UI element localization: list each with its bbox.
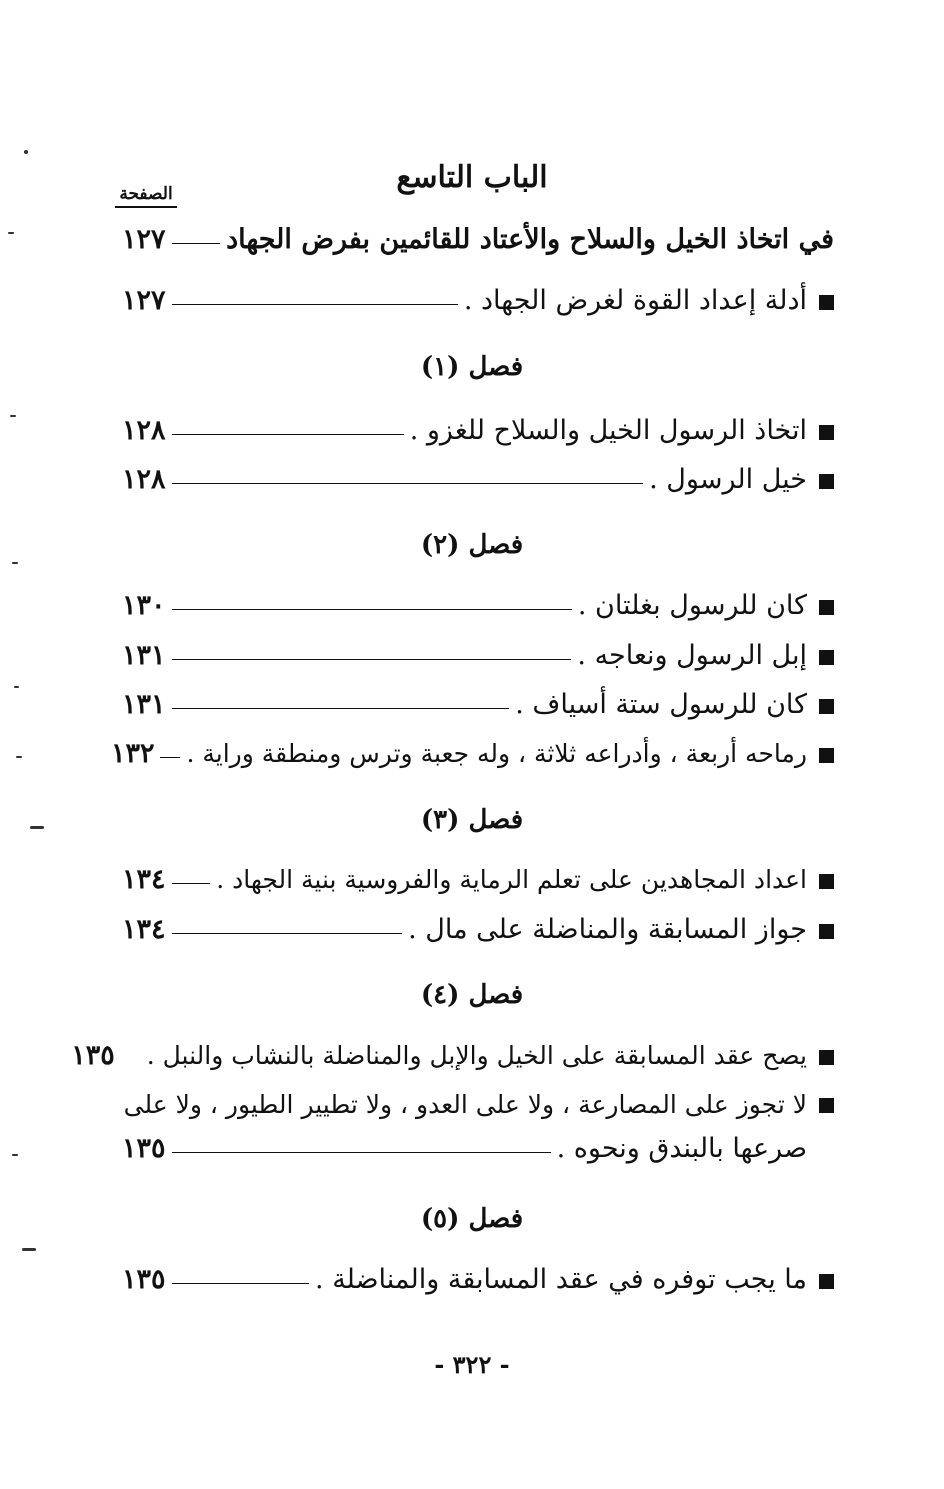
page-number-ref: ١٣١ [122, 640, 166, 671]
toc-entry-multiline[interactable] [122, 1090, 834, 1164]
page-number-ref: ١٢٨ [122, 415, 166, 446]
page-column-label: الصفحة [115, 184, 177, 208]
section-title: فصل (١) [420, 352, 524, 382]
page-number-ref: ١٣٥ [122, 1133, 166, 1164]
toc-entry-text: اعداد المجاهدين على تعلم الرماية والفروسية بنية الجهاد . [216, 865, 807, 894]
toc-entry-text: ما يجب توفره في عقد المسابقة والمناضلة . [315, 1264, 807, 1295]
chapter-title: الباب التاسع [396, 160, 548, 195]
page-number-ref: ١٣٠ [122, 590, 166, 621]
square-bullet-icon [819, 699, 834, 714]
toc-entry[interactable] [122, 1264, 834, 1295]
dot-leader [121, 1059, 141, 1060]
square-bullet-icon [819, 425, 834, 440]
section-title: فصل (٥) [420, 1204, 524, 1234]
chapter-heading-row[interactable] [122, 224, 834, 255]
chapter-heading: في اتخاذ الخيل والسلاح والأعتاد للقائمين بفرض الجهاد [226, 224, 834, 255]
scan-speck [8, 232, 14, 234]
dot-leader [172, 483, 644, 484]
dot-leader [172, 708, 510, 709]
scan-speck [22, 1248, 36, 1251]
square-bullet-icon [819, 474, 834, 489]
toc-entry[interactable] [71, 1040, 834, 1071]
dot-leader [172, 883, 211, 884]
dot-leader [172, 434, 404, 435]
toc-entry-text: خيل الرسول . [649, 464, 807, 495]
page-number-ref: ١٣٤ [122, 914, 166, 945]
square-bullet-icon [819, 1050, 834, 1065]
footer-page-number: - ٣٢٢ - [434, 1350, 510, 1379]
section-title: فصل (٣) [420, 805, 524, 835]
toc-entry[interactable] [122, 914, 834, 945]
toc-entry[interactable] [122, 640, 834, 671]
dot-leader [172, 243, 221, 244]
scan-speck [12, 1154, 18, 1156]
page-number-ref: ١٢٧ [122, 224, 166, 255]
dot-leader [172, 933, 403, 934]
dot-leader [172, 1152, 551, 1153]
toc-entry[interactable] [122, 464, 834, 495]
toc-entry-text: رماحه أربعة ، وأدراعه ثلاثة ، وله جعبة وترس ومنطقة وراية . [186, 739, 807, 768]
toc-entry-text: كان للرسول بغلتان . [577, 590, 807, 621]
page-number-ref: ١٣٢ [110, 738, 155, 769]
toc-entry-text: أدلة إعداد القوة لغرض الجهاد . [463, 285, 807, 316]
page-number-ref: ١٣٥ [71, 1040, 115, 1071]
toc-entry[interactable] [122, 285, 834, 316]
toc-entry-text: كان للرسول ستة أسياف . [515, 689, 807, 720]
scan-speck [24, 150, 28, 154]
page-number-ref: ١٣٤ [122, 864, 166, 895]
section-title: فصل (٢) [420, 530, 524, 560]
dot-leader [172, 609, 572, 610]
dot-leader [172, 304, 458, 305]
toc-entry-text: يصح عقد المسابقة على الخيل والإبل والمناضلة بالنشاب والنبل . [146, 1041, 807, 1070]
toc-entry-text: إبل الرسول ونعاجه . [577, 640, 807, 671]
page-number-ref: ١٢٨ [122, 464, 166, 495]
toc-entry[interactable] [122, 864, 834, 895]
toc-entry-text: جواز المسابقة والمناضلة على مال . [408, 914, 807, 945]
dot-leader [160, 757, 180, 758]
scan-speck [12, 562, 18, 564]
square-bullet-icon [819, 874, 834, 889]
square-bullet-icon [819, 650, 834, 665]
scan-speck [14, 686, 19, 688]
square-bullet-icon [819, 1274, 834, 1289]
toc-entry[interactable] [110, 738, 834, 769]
square-bullet-icon [819, 924, 834, 939]
square-bullet-icon [819, 748, 834, 763]
square-bullet-icon [819, 295, 834, 310]
square-bullet-icon [819, 600, 834, 615]
square-bullet-icon [819, 1098, 834, 1113]
page-number-ref: ١٣٥ [122, 1264, 166, 1295]
toc-entry-text: اتخاذ الرسول الخيل والسلاح للغزو . [409, 415, 807, 446]
scan-speck [10, 415, 16, 417]
dot-leader [172, 659, 572, 660]
section-title: فصل (٤) [420, 980, 524, 1010]
toc-entry-text-line1: لا تجوز على المصارعة ، ولا على العدو ، ولا تطيير الطيور ، ولا على [123, 1090, 807, 1119]
page-number-ref: ١٢٧ [122, 285, 166, 316]
toc-entry[interactable] [122, 590, 834, 621]
toc-entry[interactable] [122, 415, 834, 446]
toc-entry[interactable] [122, 689, 834, 720]
toc-entry-text-line2: صرعها بالبندق ونحوه . [556, 1133, 807, 1164]
dot-leader [172, 1283, 310, 1284]
page-number-ref: ١٣١ [122, 689, 166, 720]
scan-speck [16, 756, 22, 758]
